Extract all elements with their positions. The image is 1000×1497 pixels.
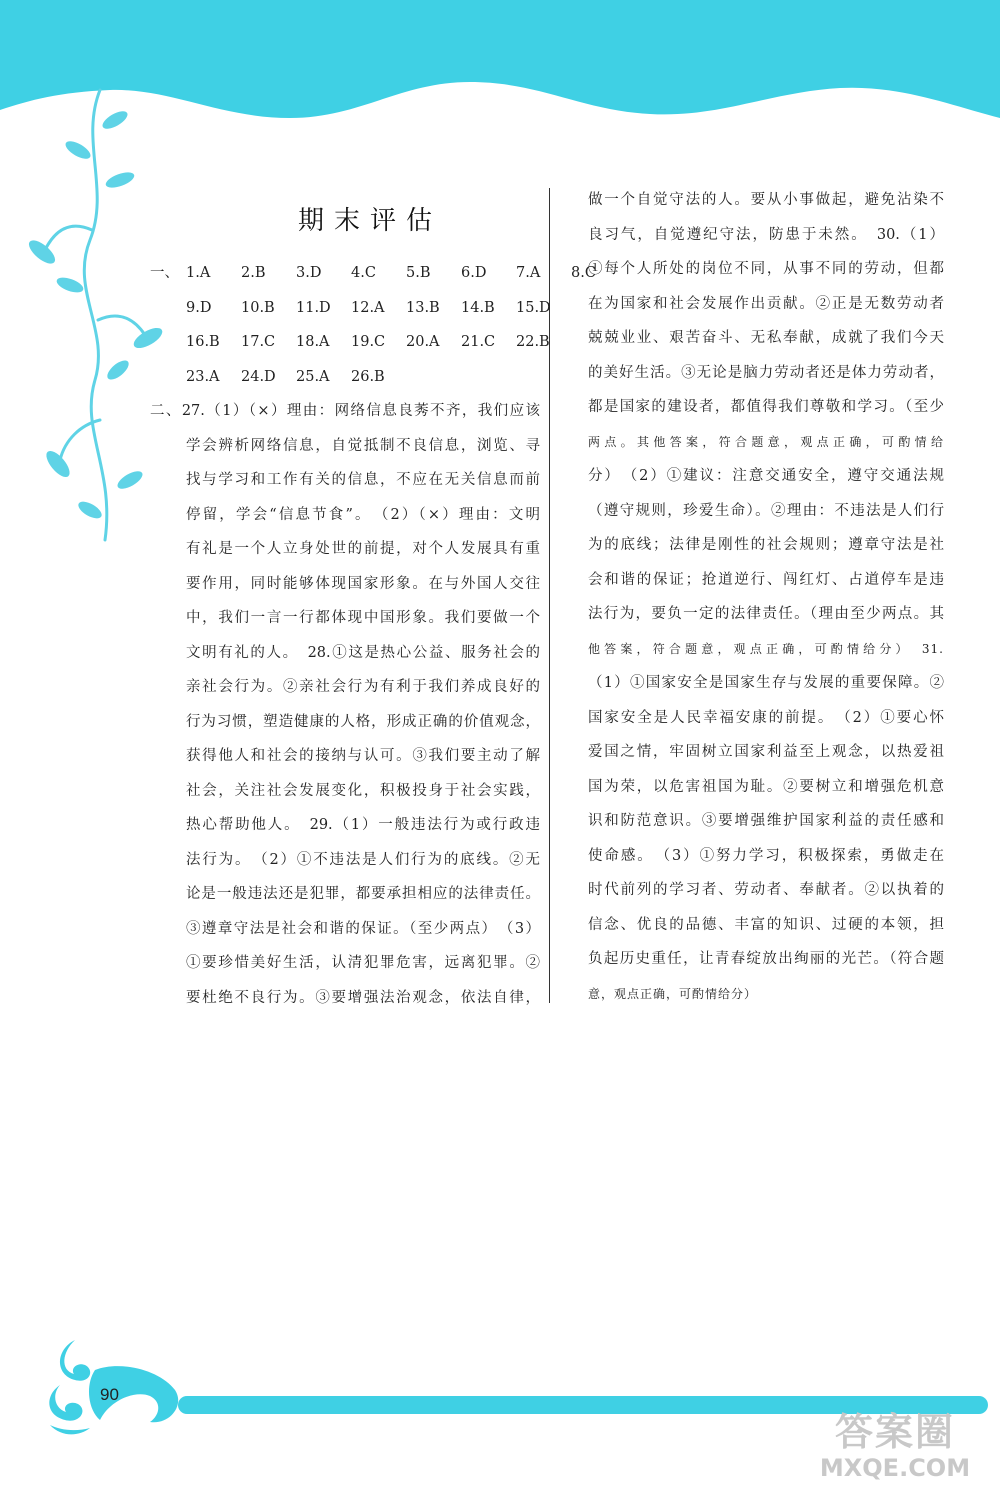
text-line: ①要珍惜美好生活，认清犯罪危害，远离犯罪。② — [186, 955, 540, 971]
text-line: 时代前列的学习者、劳动者、奉献者。②以执着的 — [588, 882, 944, 898]
watermark — [800, 1410, 990, 1482]
answer-item: 25.A — [296, 368, 330, 385]
text-line: （遵守规则，珍爱生命）。②理由：不违法是人们行 — [588, 502, 944, 519]
watermark-url: MXQE.COM — [819, 1454, 971, 1482]
answer-row — [150, 291, 551, 326]
text-line: 停留，学会“信息节食”。 （2）（×）理由：文明 — [186, 506, 540, 523]
answer-item: 16.B — [186, 334, 220, 350]
text-line: 爱国之情，牢固树立国家利益至上观念，以热爱祖 — [588, 744, 944, 760]
text-line: （1）①国家安全是国家生存与发展的重要保障。② — [588, 675, 944, 691]
text-line: 都是国家的建设者，都值得我们尊敬和学习。（至少 — [588, 399, 944, 415]
answer-item: 5.B — [406, 265, 431, 281]
text-line: 的美好生活。③无论是脑力劳动者还是体力劳动者， — [588, 364, 944, 381]
answer-item: 20.A — [406, 334, 440, 350]
answer-row — [150, 360, 540, 395]
answer-item: 6.D — [461, 265, 487, 281]
answer-item: 10.B — [241, 299, 275, 316]
text-line: ③遵章守法是社会和谐的保证。（至少两点） （3） — [186, 920, 540, 937]
answer-item: 17.C — [241, 334, 276, 350]
text-line: 中，我们一言一行都体现中国形象。我们要做一个 — [186, 610, 540, 626]
text-line: 要杜绝不良行为。③要增强法治观念，依法自律， — [186, 989, 540, 1006]
answer-item: 2.B — [241, 265, 266, 281]
text-line: 找与学习和工作有关的信息，不应在无关信息而前 — [186, 472, 540, 488]
answer-item: 21.C — [461, 334, 496, 350]
text-line: 国为荣，以危害祖国为耻。②要树立和增强危机意 — [588, 778, 944, 795]
page-number: 90 — [100, 1385, 119, 1404]
text-line: ①每个人所处的岗位不同，从事不同的劳动，但都 — [588, 261, 944, 277]
answer-row — [150, 325, 550, 360]
answer-row — [150, 256, 596, 291]
text-line: 识和防范意识。③要增强维护国家利益的责任感和 — [588, 813, 944, 829]
text-line: 亲社会行为。②亲社会行为有利于我们养成良好的 — [186, 679, 540, 695]
text-line: 使命感。 （3）①努力学习，积极探索，勇做走在 — [588, 847, 944, 864]
right-column — [588, 183, 944, 1011]
vine-decoration — [20, 80, 170, 560]
answer-item: 7.A — [516, 265, 541, 281]
text-line: 在为国家和社会发展作出贡献。②正是无数劳动者 — [588, 295, 944, 312]
text-line: 学会辨析网络信息，自觉抵制不良信息，浏览、寻 — [186, 437, 540, 454]
text-line: 会和谐的保证；抢道逆行、闯红灯、占道停车是违 — [588, 571, 944, 588]
text-line: 论是一般违法还是犯罪，都要承担相应的法律责任。 — [186, 886, 540, 902]
text-line: 有礼是一个人立身处世的前提，对个人发展具有重 — [186, 541, 540, 557]
text-line: 负起历史重任，让青春绽放出绚丽的光芒。（符合题 — [588, 951, 944, 967]
text-line: 社会，关注社会发展变化，积极投身于社会实践， — [186, 782, 540, 799]
text-line: 要作用，同时能够体现国家形象。在与外国人交往 — [186, 575, 540, 592]
text-line: 法行为，要负一定的法律责任。（理由至少两点。其 — [588, 606, 944, 622]
answer-item: 14.B — [461, 299, 495, 316]
text-line: 他答案，符合题意，观点正确，可酌情给分） 31. — [588, 641, 944, 656]
answer-item: 26.B — [351, 368, 385, 385]
text-line: 行为习惯，塑造健康的人格，形成正确的价值观念， — [186, 713, 540, 730]
text-line: 为的底线；法律是刚性的社会规则；遵章守法是社 — [588, 537, 944, 553]
text-line: 法行为。 （2）①不违法是人们行为的底线。②无 — [186, 851, 540, 868]
answer-item: 23.A — [186, 368, 220, 385]
text-line: 信念、优良的品德、丰富的知识、过硬的本领，担 — [588, 916, 944, 933]
answer-item: 15.D — [516, 299, 551, 316]
text-line: 热心帮助他人。 29.（1）一般违法行为或行政违 — [186, 817, 540, 833]
answer-item: 19.C — [351, 334, 386, 350]
answer-item: 8.C — [571, 265, 596, 281]
answer-item: 13.B — [406, 299, 440, 316]
answer-item: 18.A — [296, 334, 330, 350]
text-line: 二、27.（1）（×）理由：网络信息良莠不齐，我们应该 — [150, 403, 540, 419]
answer-item: 24.D — [241, 368, 276, 385]
text-line: 两点。其他答案，符合题意，观点正确，可酌情给 — [588, 434, 944, 449]
answer-item: 12.A — [351, 299, 385, 316]
answer-item: 22.B — [516, 334, 550, 350]
text-line: 国家安全是人民幸福安康的前提。 （2）①要心怀 — [588, 709, 944, 726]
answer-item: 1.A — [186, 265, 211, 281]
answer-item: 4.C — [351, 265, 376, 281]
text-line: 意，观点正确，可酌情给分） — [588, 986, 758, 1001]
answer-item: 9.D — [186, 299, 212, 316]
text-line: 分） （2）①建议：注意交通安全，遵守交通法规 — [588, 468, 944, 484]
answer-item: 11.D — [296, 299, 331, 316]
text-line: 兢兢业业、艰苦奋斗、无私奉献，成就了我们今天 — [588, 330, 944, 346]
left-column — [150, 256, 596, 1015]
text-line: 获得他人和社会的接纳与认可。③我们要主动了解 — [186, 748, 540, 764]
section-label: 一、 — [150, 265, 179, 281]
text-line: 做一个自觉守法的人。要从小事做起，避免沾染不 — [588, 192, 944, 208]
answer-item: 3.D — [296, 265, 322, 281]
page-title: 期末评估 — [297, 206, 442, 236]
watermark-logo-text: 答案圈 — [834, 1410, 955, 1454]
text-line: 良习气，自觉遵纪守法，防患于未然。 30.（1） — [588, 226, 944, 243]
text-line: 文明有礼的人。 28.①这是热心公益、服务社会的 — [186, 644, 540, 661]
